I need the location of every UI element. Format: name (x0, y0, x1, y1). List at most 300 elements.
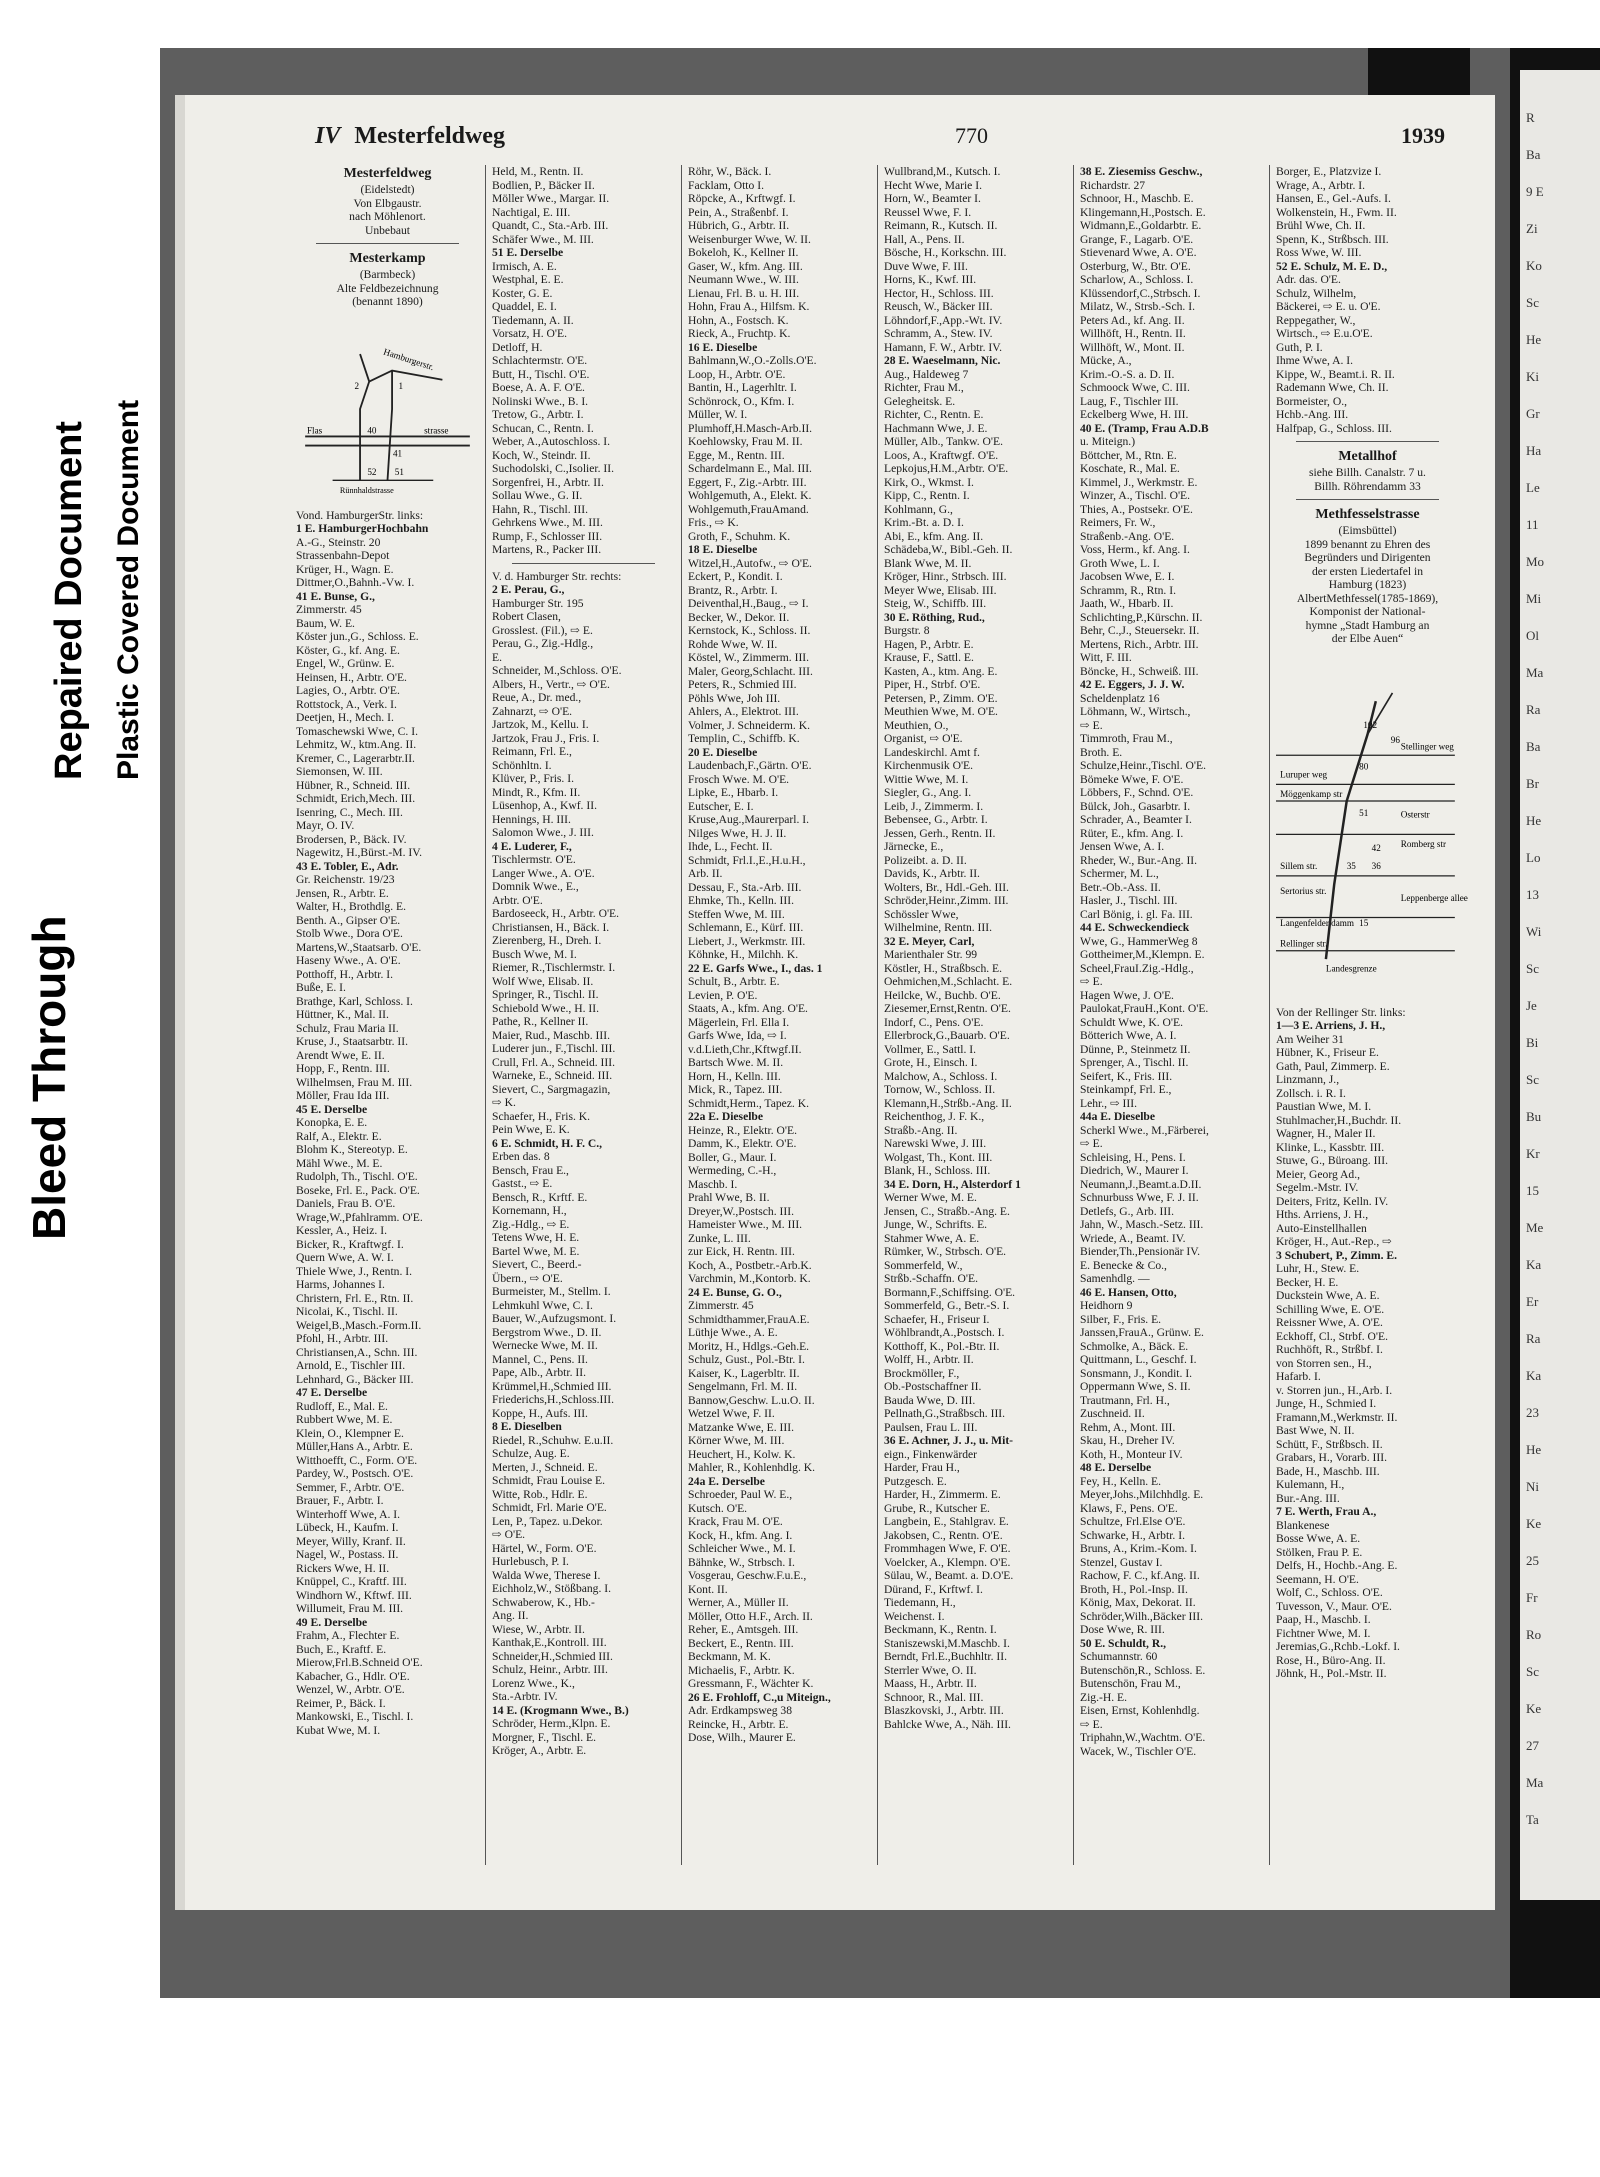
resident-entry: Laug, F., Tischler III. (1080, 394, 1179, 408)
resident-entry: Reincke, H., Arbtr. E. (688, 1717, 789, 1731)
resident-entry: Weber, A.,Autoschloss. I. (492, 435, 611, 448)
resident-entry: Mücke, A., (1080, 354, 1132, 367)
page-header (315, 123, 1455, 153)
fragment-line: 9 E (1526, 184, 1544, 199)
resident-entry: Löhndorf,F.,App.-Wt. IV. (884, 313, 1003, 327)
resident-entry: ⇨ E. (1080, 718, 1103, 732)
resident-entry: Rohde Wwe, W. II. (688, 637, 778, 651)
resident-entry: Burmeister, M., Stellm. I. (492, 1285, 611, 1298)
mesterkamp-map (296, 309, 479, 509)
fragment-line: Lo (1526, 850, 1541, 865)
resident-entry: Landeskirchl. Amt f. (884, 745, 980, 759)
resident-entry: Martens,W.,Staatsarb. O'E. (296, 940, 422, 954)
street-note: Alte Feldbezeichnung (336, 281, 439, 295)
resident-entry: Hopp, F., Rentn. III. (296, 1062, 390, 1075)
adjacent-page-fragment (1520, 70, 1600, 1900)
map-house-number: 40 (367, 425, 377, 436)
resident-entry: Schmidt, Erich,Mech. III. (296, 792, 416, 805)
resident-entry: Schumannstr. 60 (1080, 1650, 1158, 1663)
resident-entry: Petersen, P., Zimm. O'E. (884, 691, 998, 705)
house-number-entry: 45 E. Derselbe (296, 1102, 368, 1116)
resident-entry: Stuwe, G., Büroang. III. (1276, 1154, 1389, 1167)
resident-entry: Bokeloh, K., Kellner II. (688, 246, 799, 259)
fragment-line: Wi (1526, 924, 1542, 939)
resident-entry: Wolf, C., Schloss. O'E. (1276, 1586, 1383, 1599)
map-house-number: 51 (394, 466, 404, 477)
resident-entry: Eckelberg Wwe, H. III. (1080, 408, 1189, 421)
resident-entry: Jensen, R., Arbtr. E. (296, 886, 389, 900)
directory-column (485, 165, 681, 1865)
resident-entry: Sollau Wwe., G. II. (492, 489, 583, 502)
resident-entry: Wohlgemuth, A., Elekt. K. (688, 489, 812, 502)
resident-entry: Groth, F., Schuhm. K. (688, 529, 791, 543)
resident-entry: E. (492, 650, 502, 664)
resident-entry: Frommhagen Wwe, F. O'E. (884, 1542, 1011, 1555)
resident-entry: Mierow,Frl.B.Schneid O'E. (296, 1656, 423, 1669)
resident-entry: Deetjen, H., Mech. I. (296, 711, 394, 724)
resident-entry: Bormann,F.,Schiffsing. O'E. (884, 1285, 1016, 1299)
resident-entry: Erben das. 8 (492, 1150, 550, 1163)
resident-entry: Sievert, C., Sargmagazin, (492, 1082, 611, 1096)
house-number-entry: 50 E. Schuldt, R., (1080, 1636, 1167, 1650)
resident-entry: Rademann Wwe, Ch. II. (1276, 381, 1389, 394)
resident-entry: Facklam, Otto I. (688, 178, 764, 192)
resident-entry: Schütt, F., Strßbsch. II. (1276, 1437, 1383, 1451)
resident-entry: Riemer, R.,Tischlermstr. I. (492, 961, 616, 974)
fragment-line: Er (1526, 1294, 1539, 1309)
resident-entry: Rehm, A., Mont. III. (1080, 1420, 1176, 1434)
resident-entry: Stolb Wwe., Dora O'E. (296, 927, 403, 940)
resident-entry: Schuldt Wwe, K. O'E. (1080, 1015, 1183, 1029)
street-note: der Elbe Auen“ (1331, 632, 1404, 645)
resident-entry: Tischlermstr. O'E. (492, 853, 576, 866)
resident-entry: Brauer, F., Arbtr. I. (296, 1494, 384, 1507)
resident-entry: Schermer, M. L., (1080, 867, 1159, 880)
resident-entry: Windhorn W., Kftwf. III. (296, 1588, 412, 1602)
resident-entry: Krüger, H., Wagn. E. (296, 562, 394, 576)
fragment-line: Ka (1526, 1257, 1542, 1272)
resident-entry: Möller, Frau Ida III. (296, 1089, 390, 1102)
resident-entry: Wilhelmine, Rentn. III. (884, 921, 993, 934)
resident-entry: Martens, R., Packer III. (492, 543, 602, 556)
resident-entry: Klinke, L., Kassbtr. III. (1276, 1140, 1385, 1154)
resident-entry: Kont. II. (688, 1582, 728, 1596)
resident-entry: Dessau, F., Sta.-Arb. III. (688, 880, 802, 894)
resident-entry: Kock, H., kfm. Ang. I. (688, 1528, 793, 1542)
house-number-entry: 44 E. Schweckendieck (1080, 921, 1190, 934)
fragment-line: Bi (1526, 1035, 1539, 1050)
resident-entry: Walda Wwe, Therese I. (492, 1568, 601, 1582)
resident-entry: Nolinski Wwe., B. I. (492, 394, 589, 408)
resident-entry: Schaefer, H., Friseur I. (884, 1312, 990, 1326)
resident-entry: Bergstrom Wwe., D. II. (492, 1325, 602, 1339)
resident-entry: Junge, W., Schrifts. E. (884, 1218, 988, 1231)
resident-entry: Wrage,W.,Pfahlramm. O'E. (296, 1210, 423, 1224)
resident-entry: Wittie Wwe, M. I. (884, 772, 969, 786)
resident-entry: Sommerfeld, W., (884, 1258, 963, 1272)
resident-entry: Templin, C., Schiffb. K. (688, 732, 800, 745)
house-number-entry: 7 E. Werth, Frau A., (1276, 1505, 1377, 1518)
resident-entry: Klaws, F., Pens. O'E. (1080, 1501, 1178, 1515)
fragment-line: Kr (1526, 1146, 1540, 1161)
resident-entry: Halfpap, G., Schloss. III. (1276, 421, 1392, 435)
resident-entry: Butt, H., Tischl. O'E. (492, 367, 590, 381)
resident-entry: Horn, H., Kelln. III. (688, 1069, 781, 1083)
street-title: Mesterfeldweg (343, 166, 432, 181)
fragment-line: 13 (1526, 887, 1539, 902)
resident-entry: Wagner, H., Maler II. (1276, 1127, 1376, 1140)
resident-entry: Tuvesson, V., Maur. O'E. (1276, 1599, 1392, 1613)
resident-entry: Möller Wwe., Margar. II. (492, 192, 610, 205)
map-house-number: 102 (1363, 719, 1378, 730)
resident-entry: Janssen,FrauA., Grünw. E. (1080, 1326, 1204, 1339)
resident-entry: Kimmel, J., Werkmstr. E. (1080, 475, 1198, 489)
resident-entry: Kohlmann, G., (884, 502, 953, 516)
resident-entry: Schlemann, E., Kürf. III. (688, 921, 804, 934)
resident-entry: Gressmann, F., Wächter K. (688, 1677, 814, 1690)
resident-entry: Gr. Reichenstr. 19/23 (296, 873, 395, 886)
resident-entry: Strßb.-Schaffn. O'E. (884, 1272, 978, 1285)
resident-entry: Staats, A., kfm. Ang. O'E. (688, 1002, 808, 1015)
resident-entry: Meyer, Willy, Kranf. II. (296, 1534, 406, 1548)
directory-page (175, 95, 1495, 1910)
resident-entry: Kernstock, K., Schloss. II. (688, 624, 811, 637)
resident-entry: Scharlow, A., Schloss. I. (1080, 273, 1194, 286)
resident-entry: Wolgast, Th., Kont. III. (884, 1150, 993, 1164)
resident-entry: Bast Wwe, N. II. (1276, 1424, 1355, 1437)
resident-entry: E. Benecke & Co., (1080, 1258, 1167, 1272)
resident-entry: Koch, W., Steindr. II. (492, 448, 591, 462)
resident-entry: Schultze, Frl.Else O'E. (1080, 1515, 1186, 1528)
resident-entry: Aug., Haldeweg 7 (884, 367, 969, 381)
resident-entry: Köstel, W., Zimmerm. III. (688, 651, 810, 664)
fragment-line: Ol (1526, 628, 1539, 643)
resident-entry: Wolters, Br., Hdl.-Geh. III. (884, 880, 1009, 894)
resident-entry: Schönhltn. I. (492, 758, 552, 772)
resident-entry: Loos, A., Kraftwgf. O'E. (884, 448, 999, 462)
resident-entry: Neumann Wwe., W. III. (688, 273, 799, 286)
resident-entry: Dittmer,O.,Bahnh.-Vw. I. (296, 576, 415, 589)
resident-entry: Zimmerstr. 45 (296, 603, 362, 616)
house-number-entry: 24a E. Derselbe (688, 1474, 765, 1488)
resident-entry: Lehnhard, G., Bäcker III. (296, 1372, 414, 1386)
resident-entry: Skau, H., Dreher IV. (1080, 1434, 1175, 1447)
resident-entry: Löhmann, W., Wirtsch., (1080, 705, 1191, 718)
map-street-label: Landesgrenze (1325, 963, 1377, 974)
resident-entry: Wöhlbrandt,A.,Postsch. I. (884, 1326, 1005, 1339)
resident-entry: Scheel,FrauI.Zig.-Hdlg., (1080, 961, 1194, 975)
resident-entry: Lienau, Frl. B. u. H. III. (688, 286, 800, 300)
resident-entry: Auto-Einstellhallen (1276, 1221, 1367, 1235)
fragment-line: Me (1526, 1220, 1544, 1235)
resident-entry: Luhr, H., Stew. E. (1276, 1262, 1360, 1275)
resident-entry: Böncke, H., Schweiß. III. (1080, 664, 1199, 678)
house-number-entry: 3 Schubert, P., Zimm. E. (1276, 1248, 1397, 1262)
resident-entry: Kippe, W., Beamt.i. R. II. (1276, 367, 1395, 381)
resident-entry: Christiansen, H., Bäck. I. (492, 920, 610, 934)
map-house-number: 35 (1346, 860, 1356, 871)
resident-entry: Winterhoff Wwe, A. I. (296, 1507, 401, 1521)
resident-entry: Duckstein Wwe, A. E. (1276, 1289, 1380, 1302)
resident-entry: Bösche, H., Korkschn. III. (884, 246, 1007, 259)
resident-entry: Wohlgemuth,FrauAmand. (688, 502, 809, 516)
resident-entry: Vorsatz, H. O'E. (492, 327, 567, 340)
resident-entry: Tetens Wwe, H. E. (492, 1231, 580, 1244)
section-divider (1296, 441, 1439, 442)
resident-entry: Gelegheitsk. E. (884, 394, 956, 408)
resident-entry: Hameister Wwe., M. III. (688, 1218, 803, 1231)
resident-entry: Perau, G., Zig.-Hdlg., (492, 637, 594, 650)
resident-entry: König, Max, Dekorat. II. (1080, 1596, 1196, 1609)
house-number-entry: 14 E. (Krogmann Wwe., B.) (492, 1703, 629, 1717)
resident-entry: Bebensee, G., Arbtr. I. (884, 813, 988, 826)
resident-entry: Kröger, Hinr., Strbsch. III. (884, 570, 1007, 583)
resident-entry: Körner Wwe, M. III. (688, 1434, 785, 1447)
resident-entry: Weichenst. I. (884, 1609, 945, 1623)
resident-entry: Witte, Rob., Hdlr. E. (492, 1487, 588, 1501)
resident-entry: ⇨ E. (1080, 975, 1103, 988)
resident-entry: Schulze, Aug. E. (492, 1447, 570, 1460)
resident-entry: Zahnarzt, ⇨ O'E. (492, 704, 573, 718)
resident-entry: Böttcher, M., Rtn. E. (1080, 448, 1177, 462)
resident-entry: Fey, H., Kelln. E. (1080, 1474, 1162, 1488)
resident-entry: Delfs, H., Hochb.-Ang. E. (1276, 1559, 1398, 1572)
resident-entry: Kruse, J., Staatsarbtr. II. (296, 1035, 409, 1048)
resident-entry: Schiebold Wwe., H. II. (492, 1001, 600, 1015)
resident-entry: Schmidthammer,FrauA.E. (688, 1312, 810, 1326)
resident-entry: Becker, H. E. (1276, 1275, 1339, 1289)
resident-entry: Egge, M., Rentn. III. (688, 448, 785, 462)
resident-entry: Grange, F., Lagarb. O'E. (1080, 232, 1194, 246)
resident-entry: Hchb.-Ang. III. (1276, 408, 1349, 421)
resident-entry: Zunke, L. III. (688, 1231, 751, 1245)
resident-entry: Loop, H., Arbtr. O'E. (688, 367, 786, 381)
resident-entry: Eggert, F., Zig.-Arbtr. III. (688, 475, 807, 489)
resident-entry: Quandt, C., Sta.-Arb. III. (492, 219, 609, 232)
resident-entry: Stölken, Frau P. E. (1276, 1545, 1363, 1559)
resident-entry: Hahn, R., Tischl. III. (492, 502, 588, 516)
house-number-entry: 42 E. Eggers, J. J. W. (1080, 678, 1185, 691)
resident-entry: Kanthak,E.,Kontroll. III. (492, 1636, 607, 1649)
fragment-line: Ma (1526, 1775, 1544, 1790)
resident-entry: Schroeder, Paul W. E., (688, 1488, 793, 1501)
house-number-entry: 47 E. Derselbe (296, 1386, 368, 1399)
resident-entry: Luderer jun., F.,Tischl. III. (492, 1042, 616, 1055)
resident-entry: Weigel,B.,Masch.-Form.II. (296, 1318, 422, 1332)
resident-entry: Seifert, K., Fris. III. (1080, 1069, 1173, 1083)
resident-entry: Mahler, R., Kohlenhdlg. K. (688, 1461, 816, 1474)
resident-entry: Schucan, C., Rentn. I. (492, 421, 594, 435)
resident-entry: ⇨ O'E. (492, 1528, 526, 1541)
resident-entry: Müller, W. I. (688, 408, 748, 421)
resident-entry: Ziesemer,Ernst,Rentn. O'E. (884, 1002, 1011, 1015)
resident-entry: Klingemann,H.,Postsch. E. (1080, 205, 1206, 219)
resident-entry: Salomon Wwe., J. III. (492, 826, 594, 839)
resident-entry: Rump, F., Schlosser III. (492, 529, 603, 543)
resident-entry: Kirchenmusik O'E. (884, 759, 974, 772)
resident-entry: Richter, Frau M., (884, 381, 964, 394)
resident-entry: Zuschneid. II. (1080, 1407, 1145, 1420)
resident-entry: Jeremias,G.,Rchb.-Lokf. I. (1276, 1640, 1400, 1653)
resident-entry: Vond. HamburgerStr. links: (296, 508, 424, 522)
resident-entry: Pein, A., Straßenbf. I. (688, 205, 789, 219)
resident-entry: Heilcke, W., Buchb. O'E. (884, 988, 1001, 1002)
resident-entry: Domnik Wwe., E., (492, 880, 579, 893)
resident-entry: Werner Wwe, M. E. (884, 1191, 977, 1204)
resident-entry: Kotthoff, K., Pol.-Btr. II. (884, 1339, 1000, 1353)
resident-entry: Hagen, P., Arbtr. E. (884, 637, 974, 651)
resident-entry: Klüver, P., Fris. I. (492, 772, 574, 785)
resident-entry: Broth. E. (1080, 745, 1123, 759)
resident-entry: Reimann, Frl. E., (492, 745, 572, 758)
resident-entry: Schneider,H.,Schmied III. (492, 1649, 613, 1663)
resident-entry: Siemonsen, W. III. (296, 765, 383, 778)
fragment-line: He (1526, 332, 1542, 347)
resident-entry: Gehrkens Wwe., M. III. (492, 516, 603, 529)
map-street-label: Möggenkamp str (1280, 788, 1343, 799)
resident-entry: Borger, E., Platzvize I. (1276, 165, 1382, 178)
resident-entry: Zimmerstr. 45 (688, 1299, 754, 1312)
resident-entry: Brühl Wwe, Ch. II. (1276, 219, 1366, 232)
resident-entry: Wolff, H., Arbtr. II. (884, 1353, 974, 1366)
resident-entry: Straßenb.-Ang. O'E. (1080, 529, 1175, 543)
resident-entry: Brantz, R., Arbtr. I. (688, 583, 778, 597)
resident-entry: Milatz, W., Strsb.-Sch. I. (1080, 300, 1195, 313)
resident-entry: Langer Wwe., A. O'E. (492, 866, 595, 880)
resident-entry: Biender,Th.,Pensionär IV. (1080, 1245, 1201, 1258)
street-note: siehe Billh. Canalstr. 7 u. (1309, 466, 1426, 479)
resident-entry: Carl Bönig, i. gl. Fa. III. (1080, 907, 1193, 921)
resident-entry: Jahn, W., Masch.-Setz. III. (1080, 1218, 1204, 1231)
resident-entry: Bosse Wwe, A. E. (1276, 1532, 1361, 1545)
resident-entry: Staniszewski,M.Maschb. I. (884, 1636, 1010, 1650)
resident-entry: Hector, H., Schloss. III. (884, 286, 994, 300)
resident-entry: Wrage, A., Arbtr. I. (1276, 178, 1366, 192)
house-number-entry: 18 E. Dieselbe (688, 543, 758, 556)
resident-entry: Pardey, W., Postsch. O'E. (296, 1467, 414, 1480)
resident-entry: Wetzel Wwe, F. II. (688, 1407, 775, 1420)
resident-entry: Lübeck, H., Kaufm. I. (296, 1521, 399, 1534)
resident-entry: Hübner, R., Schneid. III. (296, 778, 411, 792)
resident-entry: Müller, Alb., Tankw. O'E. (884, 435, 1003, 448)
fragment-line: Mo (1526, 554, 1545, 569)
resident-entry: Reimers, Fr. W., (1080, 516, 1156, 529)
street-note: (Eimsbüttel) (1338, 524, 1397, 537)
resident-entry: Paulsen, Frau L. III. (884, 1420, 978, 1434)
bleed-through-label: Bleed Through (23, 915, 75, 1240)
resident-entry: Neumann,J.,Beamt.a.D.II. (1080, 1177, 1202, 1191)
resident-entry: Blank Wwe, M. II. (884, 556, 972, 570)
resident-entry: Boese, A. A. F. O'E. (492, 381, 585, 394)
fragment-line: Ra (1526, 1331, 1541, 1346)
map-house-number: 42 (1371, 842, 1381, 853)
map-street-label: Romberg str (1400, 838, 1447, 849)
house-number-entry: 1 E. HamburgerHochbahn (296, 522, 429, 535)
resident-entry: Trautmann, Frl. H., (1080, 1393, 1170, 1407)
resident-entry: Christern, Frl. E., Rtn. II. (296, 1291, 414, 1305)
resident-entry: Maass, H., Arbtr. II. (884, 1677, 977, 1690)
resident-entry: Kabacher, G., Hdlr. O'E. (296, 1669, 410, 1683)
resident-entry: Schmidt,Herm., Tapez. K. (688, 1096, 810, 1110)
resident-entry: Wacek, W., Tischler O'E. (1080, 1744, 1197, 1758)
resident-entry: Blohm K., Stereotyp. E. (296, 1143, 408, 1156)
resident-entry: Mähl Wwe., M. E. (296, 1156, 383, 1170)
house-number-entry: 49 E. Derselbe (296, 1615, 368, 1629)
resident-entry: Crull, Frl. A., Schneid. III. (492, 1055, 616, 1069)
resident-entry: Meuthien, O., (884, 718, 949, 732)
resident-entry: A.-G., Steinstr. 20 (296, 535, 381, 549)
resident-entry: Köstler, H., Straßbsch. E. (884, 961, 1003, 975)
map-street-label: Hamburgerstr. (382, 345, 436, 372)
resident-entry: Wilhelmsen, Frau M. III. (296, 1075, 413, 1089)
resident-entry: Marienthaler Str. 99 (884, 948, 978, 961)
directory-column (681, 165, 877, 1865)
resident-entry: Müller,Hans A., Arbtr. E. (296, 1440, 413, 1453)
resident-entry: Reissner Wwe, A. O'E. (1276, 1316, 1383, 1329)
resident-entry: Lorenz Wwe., K., (492, 1676, 575, 1690)
resident-entry: Lehmitz, W., ktm.Ang. II. (296, 738, 417, 751)
resident-entry: Jensen, C., Straßb.-Ang. E. (884, 1204, 1010, 1218)
resident-entry: Putzgesch. E. (884, 1474, 947, 1488)
resident-entry: Groth Wwe, L. I. (1080, 556, 1160, 570)
resident-entry: Bähnke, W., Strbsch. I. (688, 1555, 795, 1569)
resident-entry: Spenn, K., Strßbsch. III. (1276, 232, 1389, 246)
resident-entry: Schmidt, Frau Louise E. (492, 1474, 606, 1487)
fragment-line: Ki (1526, 369, 1539, 384)
street-note: nach Möhlenort. (349, 210, 426, 223)
resident-entry: Lagies, O., Arbtr. O'E. (296, 684, 400, 697)
resident-entry: Witzel,H.,Autofw., ⇨ O'E. (688, 556, 812, 570)
map-street-label: Langenfelder damm (1280, 917, 1355, 928)
resident-entry: Schröder,Heinr.,Zimm. III. (884, 894, 1009, 907)
house-number-entry: 22a E. Dieselbe (688, 1110, 764, 1123)
resident-entry: Daniels, Frau B. O'E. (296, 1197, 396, 1210)
resident-entry: Paap, H., Maschb. I. (1276, 1613, 1371, 1626)
resident-entry: Bur.-Ang. III. (1276, 1491, 1340, 1505)
resident-entry: Fris., ⇨ K. (688, 516, 739, 529)
resident-entry: Triphahn,W.,Wachtm. O'E. (1080, 1731, 1206, 1744)
house-number-entry: 22 E. Garfs Wwe., I., das. 1 (688, 961, 823, 975)
resident-entry: Westphal, E. E. (492, 273, 564, 286)
resident-entry: Mägerlein, Frl. Ella I. (688, 1015, 790, 1029)
resident-entry: Arb. II. (688, 867, 723, 880)
house-number-entry: 26 E. Frohloff, C.,u Miteign., (688, 1690, 831, 1704)
map-road (388, 370, 393, 480)
section-divider (316, 243, 459, 244)
resident-entry: Ruchhöft, R., Strßbf. I. (1276, 1343, 1383, 1356)
resident-entry: Grote, H., Einsch. I. (884, 1056, 978, 1069)
resident-entry: Rose, H., Büro-Ang. II. (1276, 1653, 1386, 1667)
directory-columns (290, 165, 1468, 1865)
resident-entry: Tornow, W., Schloss. II. (884, 1083, 996, 1096)
map-street-label: Rünnhaldstrasse (339, 485, 394, 495)
resident-entry: Grosslest. (Fil.), ⇨ E. (492, 623, 593, 637)
fragment-line: Je (1526, 998, 1537, 1013)
resident-entry: Riedel, R.,Schuhw. E.u.II. (492, 1433, 614, 1447)
map-street-label: Osterstr (1400, 809, 1430, 820)
resident-entry: Davids, K., Arbtr. II. (884, 867, 980, 880)
fragment-line: 23 (1526, 1405, 1539, 1420)
resident-entry: Benth. A., Gipser O'E. (296, 913, 401, 927)
house-number-entry: 41 E. Bunse, G., (296, 589, 375, 603)
resident-entry: Bülck, Joh., Gasarbtr. I. (1080, 799, 1191, 813)
resident-entry: Berndt, Frl.E.,Buchhltr. II. (884, 1650, 1008, 1663)
resident-entry: Abi, E., kfm. Ang. II. (884, 529, 984, 543)
resident-entry: Pape, Alb., Arbtr. II. (492, 1366, 587, 1379)
resident-entry: Oppermann Wwe, S. II. (1080, 1380, 1191, 1393)
resident-entry: Dünne, P., Steinmetz II. (1080, 1042, 1191, 1056)
fragment-line: Ta (1526, 1812, 1539, 1827)
